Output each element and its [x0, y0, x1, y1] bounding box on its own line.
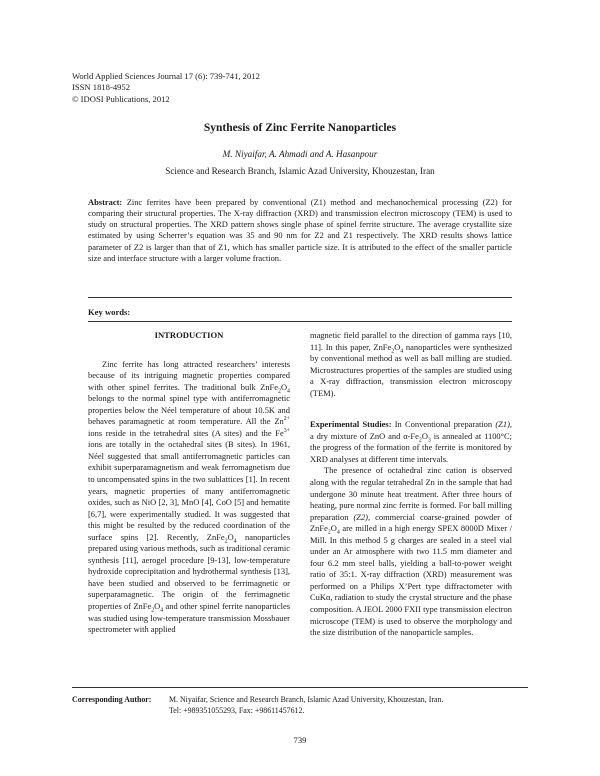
paper-title: Synthesis of Zinc Ferrite Nanoparticles: [203, 122, 397, 134]
journal-header: [72, 71, 260, 105]
page-number: 739: [293, 735, 307, 745]
journal-issn: ISSN 1818-4952: [72, 82, 131, 93]
corresponding-author: [72, 694, 443, 716]
left-column: [88, 330, 290, 636]
abstract: [88, 197, 512, 264]
journal-citation: World Applied Sciences Journal 17 (6): 739-741, 2012: [72, 71, 260, 81]
paper-authors: M. Niyaifar, A. Ahmadi and A. Hasanpour: [222, 149, 378, 159]
paper-affiliation: Science and Research Branch, Islamic Azad University, Khouzestan, Iran: [165, 166, 435, 176]
experimental-heading: Experimental Studies:: [310, 419, 392, 430]
abstract-text: Zinc ferrites have been prepared by conventional (Z1) method and mechanochemical processing (Z2) for comparing their structural properties. The X-ray diffraction (XRD) and transmission electron microscopy (TEM) is used to study on structural properties. The XRD pattern shows single phase of spinel ferrite structure. The average crystallite size estimated by using Scherrer’s equation was 35 and 90 nm for Z2 and Z1 respectively. The XRD results shows lattice parameter of Z2 is larger than that of Z1, which has smaller particle size. It is attributed to the effect of the smaller particle size and interface structure with a larger volume fraction.: [88, 197, 512, 263]
experimental-paragraph: Experimental Studies: In Conventional preparation (Z1), a dry mixture of ZnO and $\alpha-Fe_2O_3$ is annealed at 1100°C; the progress of the formation of the ferrite is monitored by XRD analyses at different time intervals.: [310, 419, 512, 464]
experimental-paragraph-2: The presence of octahedral zinc cation is observed along with the regular tetrahedral Zn in the sample that had undergone 30 minute heat treatment. After three hours of heating, pure normal zinc ferrite is formed. For ball milling preparation (Z2), commercial coarse-grained powder of $ZnFe_2O_4$ are milled in a high energy SPEX 8000D Mixer / Mill. In this method 5 g charges are sealed in a steel vial under an Ar atmosphere with two 11.5 mm diameter and four 6.2 mm steel balls, yielding a ball-to-power weight ratio of 35:1. X-ray diffraction (XRD) measurement was performed on a Philips X’Pert type diffractometer with CuKα, radiation to study the crystal structure and the phase composition. A JEOL 2000 FXII type transmission electron microscope (TEM) is used to observe the morphology and the size distribution of the nanoparticle samples.: [310, 465, 513, 638]
introduction-paragraph: Zinc ferrite has long attracted researchers’ interests because of its intriguing magnetic properties compared with other spinel ferrites. The traditional bulk $ZnFe_2O_4$ belongs to the normal spinel type with antiferromagnetic properties below the Néel temperature of about 10.5K and behaves paramagnetic at room temperature. All the $Zn^{2+}$ ions reside in the tetrahedral sites (A sites) and the $Fe^{3+}$ ions are totally in the octahedral sites (B sites). In 1961, Néel suggested that small antiferromagnetic particles can exhibit superparamagnetism and weak ferromagnetism due to uncompensated spins in the two sublattices [1]. In recent years, magnetic properties of many antiferromagnetic oxides, such as NiO [2, 3], MnO [4], CoO [5] and hematite [6,7], were experimentally studied. It was suggested that this might be resulted by the reduced coordination of the surface spins [2]. Recently, $ZnFe_2O_4$ nanoparticles prepared using various methods, such as traditional ceramic synthesis [11], aerogel procedure [9-13], low-temperature hydroxide coprecipitation and hydrothermal synthesis [13], have been studied and observed to be ferrimagnetic or superparamagnetic. The origin of the ferrimagnetic properties of $ZnFe_2O_4$ and other spinel ferrite nanoparticles was studied using low-temperature transmission Mossbauer spectrometer with applied: [88, 358, 291, 635]
introduction-continuation: magnetic field parallel to the direction of gamma rays [10, 11]. In this paper, $ZnFe_2O_4$ nanoparticles were synthesized by conventional method as well as ball milling are studied. Microstructures properties of the samples are studied using a X-ray diffraction, transmission electron microscopy (TEM).: [310, 330, 512, 398]
corresponding-author-label: Corresponding Author:: [72, 695, 152, 704]
abstract-label: Abstract:: [88, 197, 123, 207]
introduction-heading: INTRODUCTION: [154, 330, 224, 340]
footer-divider: [72, 687, 528, 688]
corresponding-author-contact: Tel: +989351055293, Fax: +98611457612.: [169, 706, 305, 715]
journal-copyright: © IDOSI Publications, 2012: [72, 93, 170, 104]
corresponding-author-text: M. Niyaifar, Science and Research Branch, Islamic Azad University, Khouzestan, Iran.: [169, 695, 444, 704]
keywords-divider: [88, 321, 512, 322]
right-column: [310, 330, 512, 639]
abstract-divider: [88, 297, 512, 298]
keywords-label: Key words:: [88, 307, 131, 317]
